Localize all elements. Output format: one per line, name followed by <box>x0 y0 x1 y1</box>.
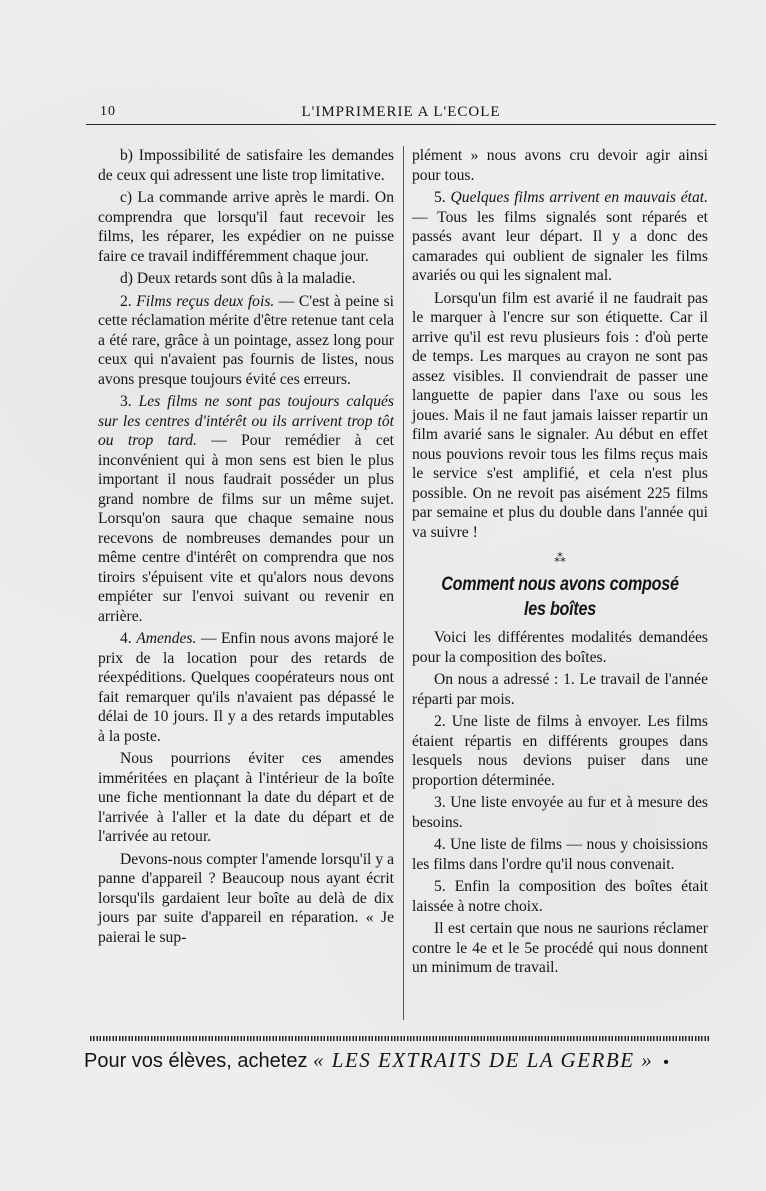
page-number: 10 <box>100 104 116 119</box>
paragraph <box>412 146 708 185</box>
paragraph <box>412 670 708 709</box>
paragraph <box>412 793 708 832</box>
footer-title: LES EXTRAITS DE LA GERBE <box>331 1048 635 1072</box>
paragraph-text: Devons-nous compter l'amende lorsqu'il y a panne d'appareil ? Beaucoup nous ayant écrit lorsqu'ils gardaient leur boîte au delà de dix jours par suite d'appareil en réparation. « Je paierai le sup- <box>98 850 394 946</box>
paragraph <box>98 188 394 266</box>
paragraph-text: 3. Une liste envoyée au fur et à mesure des besoins. <box>412 794 708 831</box>
paragraph-text: d) Deux retards sont dûs à la maladie. <box>120 270 356 287</box>
paragraph <box>98 850 394 948</box>
paragraph-text: 2. Une liste de films à envoyer. Les films étaient répartis en différents groupes dans lesquels nous devions puiser dans une proportion déterminée. <box>412 713 708 789</box>
right-column-top <box>412 146 708 542</box>
section-title-line-1: Comment nous avons composé <box>441 574 679 595</box>
paragraph-text: — Enfin nous avons majoré le prix de la location pour des retards de réexpéditions. Quelques coopérateurs nous ont fait remarquer qu'ils n'avaient pas dépassé le délai de 10 jours. Il y a des retards imputables à la poste. <box>98 630 394 745</box>
paragraph-text: Voici les différentes modalités demandées pour la composition des boîtes. <box>412 629 708 666</box>
paragraph-text: 4. <box>120 630 137 647</box>
page-header <box>86 102 716 125</box>
paragraph <box>98 629 394 746</box>
paragraph-text: On nous a adressé : 1. Le travail de l'année réparti par mois. <box>412 671 708 708</box>
right-column <box>412 146 708 981</box>
section-title <box>434 572 686 622</box>
paragraph-heading: Amendes. <box>136 630 197 647</box>
left-column <box>98 146 394 950</box>
section-separator: ⁂ <box>554 551 566 565</box>
section-title-line-2: les boîtes <box>524 599 596 620</box>
paragraph-text: Lorsqu'un film est avarié il ne faudrait pas le marquer à l'encre sur son étiquette. Car il arrive qu'il est revu plusieurs fois : d'où perte de temps. Les marques au crayon ne sont pas assez visibles. Il conviendrait de passer une languette de papier dans l'axe ou sous les joues. Mais il ne faut jamais laisser repartir un film avarié sans le signaler. Au début en effet nous pouvions revoir tous les films reçus mais le service s'est amplifié, et cela n'est plus possible. On ne revoit pas aisément 225 films par semaine et plus du double dans l'année qui va suivre ! <box>412 289 708 541</box>
paragraph <box>98 146 394 185</box>
paragraph-text: — Pour remédier à cet inconvénient qui à mon sens est bien le plus important il nous faudrait posséder un plus grand nombre de films sur un même sujet. Lorsqu'on saura que chaque semaine nous recevons de nombreuses demandes pour un même centre d'intérêt on comprendra que nos tiroirs s'épuisent vite et qu'alors nous devons empiéter sur l'envoi suivant ou revenir en arrière. <box>98 432 394 625</box>
footer-bullet: • <box>663 1054 669 1071</box>
paragraph-heading: Films reçus deux fois. <box>136 292 275 310</box>
footer-open-quote: « <box>313 1048 332 1072</box>
paragraph-text: b) Impossibilité de satisfaire les demandes de ceux qui adressent une liste trop limitative. <box>98 147 394 184</box>
column-divider <box>403 146 404 1020</box>
paragraph <box>98 749 394 847</box>
running-title: L'IMPRIMERIE A L'ECOLE <box>301 104 501 120</box>
paragraph-text: c) La commande arrive après le mardi. On comprendra que lorsqu'il faut recevoir les films, les réparer, les expédier on ne puisse faire ce travail indifféremment chaque jour. <box>98 189 394 265</box>
paragraph-text: Il est certain que nous ne saurions réclamer contre le 4e et le 5e procédé qui nous donnent un minimum de travail. <box>412 920 708 976</box>
paragraph <box>412 188 708 286</box>
paragraph-text: 3. <box>120 393 139 410</box>
paragraph-text: Nous pourrions éviter ces amendes imméritées en plaçant à l'intérieur de la boîte une fiche mentionnant la date du départ et de l'arrivée à l'aller et la date du départ et de l'arrivée au retour. <box>98 750 394 845</box>
paragraph <box>412 877 708 916</box>
paragraph <box>98 292 394 390</box>
paragraph <box>98 269 394 289</box>
footer-close-quote: » <box>634 1048 654 1072</box>
paragraph <box>412 919 708 978</box>
paragraph-text: 4. Une liste de films — nous y choisissions les films dans l'ordre qu'il nous convenait. <box>412 836 708 873</box>
paragraph <box>412 289 708 543</box>
footer-rule <box>90 1036 710 1041</box>
footer-lead: Pour vos élèves, achetez <box>84 1050 314 1072</box>
paragraph-text: plément » nous avons cru devoir agir ainsi pour tous. <box>412 147 708 184</box>
right-column-bottom <box>412 628 708 978</box>
paragraph-text: 2. <box>120 292 137 310</box>
paragraph-text: 5. Enfin la composition des boîtes était laissée à notre choix. <box>412 878 708 915</box>
footer-advert <box>84 1046 764 1077</box>
paragraph <box>412 628 708 667</box>
paragraph-text: — C'est à peine si cette réclamation mérite d'être retenue tant cela a été rare, grâce à un pointage, assez long pour ceux qui n'avaient pas fournis de listes, nous avons presque toujours évité ces erreurs. <box>98 292 395 388</box>
paragraph <box>412 712 708 790</box>
paragraph <box>98 392 394 626</box>
paragraph-heading: Quelques films arrivent en mauvais état. <box>450 189 708 206</box>
paragraph-heading: Les films ne sont pas toujours calqués sur les centres d'intérêt ou ils arrivent trop tôt ou trop tard. <box>98 393 395 449</box>
paragraph-text: 5. <box>434 189 451 206</box>
paragraph <box>412 835 708 874</box>
paragraph-text: — Tous les films signalés sont réparés et passés avant leur départ. Il y a donc des camarades qui oublient de signaler les films avariés ou qui les signalent mal. <box>412 208 708 284</box>
